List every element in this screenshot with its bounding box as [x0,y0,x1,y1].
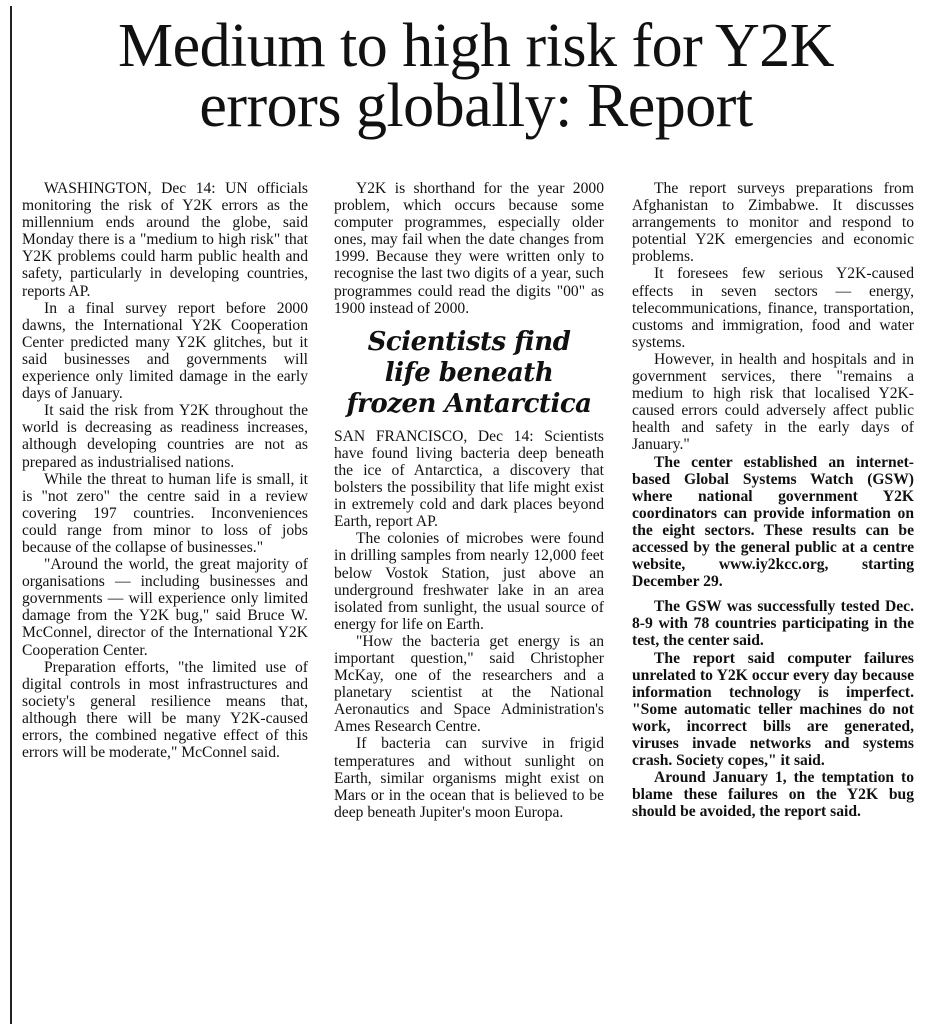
paragraph: "How the bacteria get energy is an important question," said Christopher McKay, one of the researchers and a planetary scientist at the National Aeronautics and Space Administration's Ames Research Centre. [334,632,604,736]
paragraph: Y2K is shorthand for the year 2000 problem, which occurs because some computer programmes, especially older ones, may fail when the date changes from 1999. Because they were written only to recognise the last two digits of a year, such programmes could read the digits "00" as 1900 instead of 2000. [334,180,604,317]
paragraph: The center established an internet-based Global Systems Watch (GSW) where national government Y2K coordinators can provide information on the eight sectors. These results can be accessed by the general public at a centre website, www.iy2kcc.org, starting December 29. [632,453,914,591]
subhead-line-3: frozen Antarctica [346,388,592,419]
paragraph: Preparation efforts, "the limited use of digital controls in most infrastructures and society's general resilience means that, although there will be many Y2K-caused errors, the combined negative effect of this errors will be moderate," McConnel said. [22,658,308,762]
paragraph: While the threat to human life is small, it is "not zero" the centre said in a review covering 197 countries. Inconveniences could range from minor to loss of jobs because of the collapse of businesses." [22,470,308,556]
paragraph: In a final survey report before 2000 dawns, the International Y2K Cooperation Center predicted many Y2K glitches, but it said businesses and governments will experience only limited damage in the early days of January. [22,299,308,403]
sidebar-story-headline [334,327,604,420]
paragraph: The colonies of microbes were found in drilling samples from nearly 12,000 feet below Vostok Station, just above an underground freshwater lake in an area isolated from sunlight, the usual source of energy for life on Earth. [334,530,604,633]
headline-line-2: errors globally: Report [199,72,753,140]
paragraph: The GSW was successfully tested Dec. 8-9 with 78 countries participating in the test, the center said. [632,598,914,650]
paragraph: If bacteria can survive in frigid temperatures and without sunlight on Earth, similar organisms might exist on Mars or in the ocean that is believed to be deep beneath Jupiter's moon Europa. [334,735,604,821]
article-columns [22,180,934,1020]
paragraph: Around January 1, the temptation to blame these failures on the Y2K bug should be avoided, the report said. [632,769,914,821]
headline-line-1: Medium to high risk for Y2K [117,12,835,80]
newspaper-clipping [10,6,939,1024]
paragraph: It said the risk from Y2K throughout the world is decreasing as readiness increases, although developing countries are not as prepared as industrialised nations. [22,402,308,471]
paragraph: The report said computer failures unrelated to Y2K occur every day because information technology is imperfect. "Some automatic teller machines do not work, incorrect bills are generated, viruses invade networks and systems crash. Society copes," it said. [632,649,914,770]
paragraph: However, in health and hospitals and in government services, there "remains a medium to high risk that localised Y2K-caused errors could adversely affect public health and safety in the early days of January." [632,350,914,454]
subhead-line-1: Scientists find [367,326,571,357]
column-1 [22,180,308,761]
paragraph: "Around the world, the great majority of organisations — including businesses and governments — will experience only limited damage from the Y2K bug," said Bruce W. McConnel, director of the International Y2K Cooperation Center. [22,556,308,659]
subhead-line-2: life beneath [384,357,554,388]
paragraph: The report surveys preparations from Afghanistan to Zimbabwe. It discusses arrangements to monitor and respond to potential Y2K emergencies and economic problems. [632,180,914,266]
page-title [12,6,939,140]
paragraph: It foresees few serious Y2K-caused effects in seven sectors — energy, telecommunications, finance, transportation, customs and immigration, food and water systems. [632,265,914,351]
column-2 [334,180,604,821]
paragraph: SAN FRANCISCO, Dec 14: Scientists have found living bacteria deep beneath the ice of Antarctica, a discovery that bolsters the possibility that life might exist in extremely cold and dark places beyond Earth, report AP. [334,427,604,531]
paragraph: WASHINGTON, Dec 14: UN officials monitoring the risk of Y2K errors as the millennium ends around the globe, said Monday there is a "medium to high risk" that Y2K problems could harm public health and safety, particularly in developing countries, reports AP. [22,180,308,300]
column-3 [632,180,914,820]
